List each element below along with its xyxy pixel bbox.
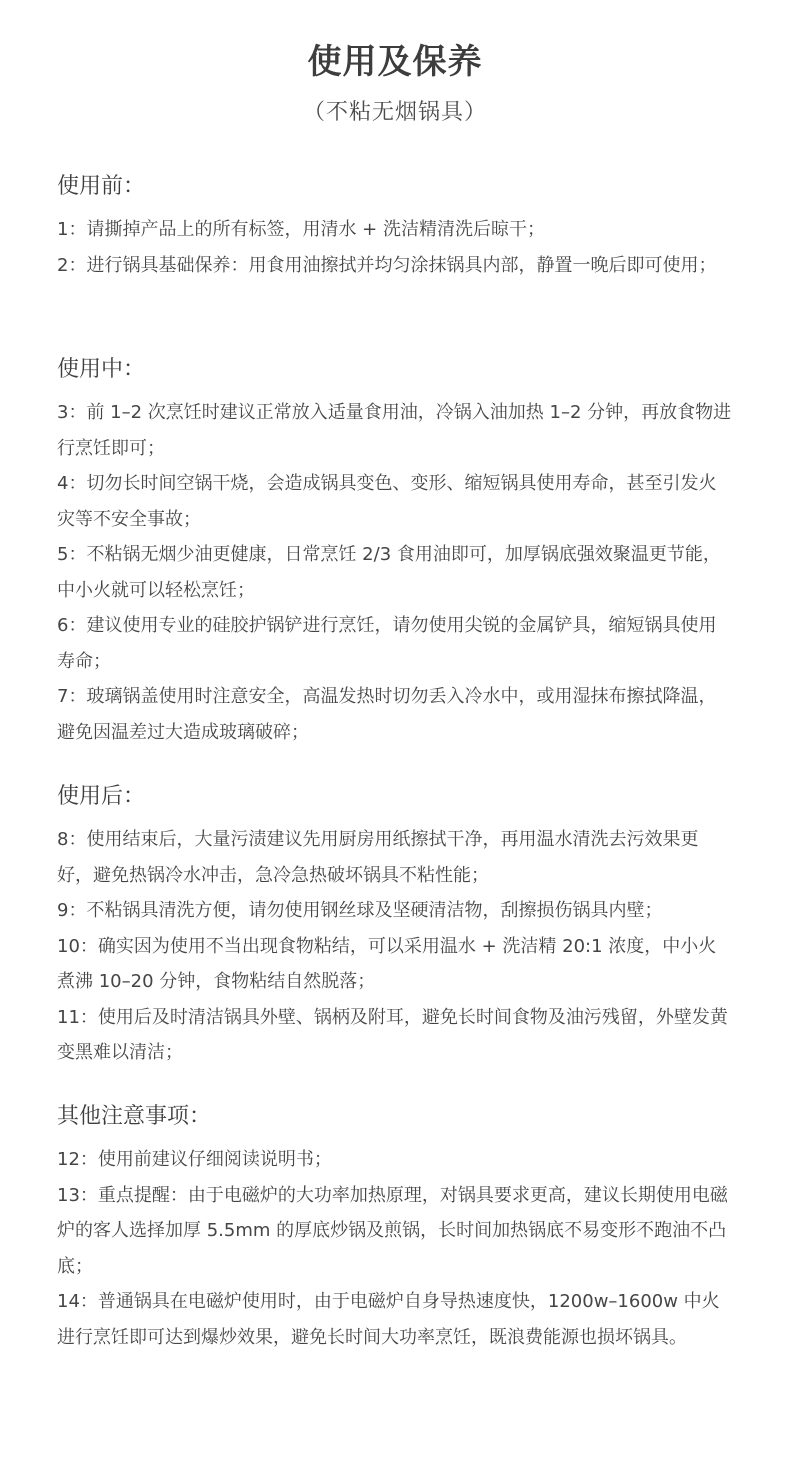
list-item: 13：重点提醒：由于电磁炉的大功率加热原理，对锅具要求更高，建议长期使用电磁炉的客人选择加厚 5.5mm 的厚底炒锅及煎锅，长时间加热锅底不易变形不跑油不凸底； xyxy=(57,1184,728,1277)
section-title: 其他注意事项： xyxy=(57,1104,212,1129)
section-before-use xyxy=(57,172,733,283)
list-item: 2：进行锅具基础保养：用食用油擦拭并均匀涂抹锅具内部，静置一晚后即可使用； xyxy=(57,254,717,276)
section-title: 使用后： xyxy=(57,784,146,809)
list-item: 5：不粘锅无烟少油更健康，日常烹饪 2/3 食用油即可，加厚锅底强效聚温更节能，中小火就可以轻松烹饪； xyxy=(57,544,721,601)
section-title: 使用中： xyxy=(57,357,146,382)
page-subtitle: （不粘无烟锅具） xyxy=(302,100,487,125)
list-item: 11：使用后及时清洁锅具外壁、锅柄及附耳，避免长时间食物及油污残留，外壁发黄变黑难以清洁； xyxy=(57,1006,728,1063)
page-title: 使用及保养 xyxy=(307,42,483,82)
section-during-use xyxy=(57,355,733,750)
list-item: 1：请撕掉产品上的所有标签，用清水 + 洗洁精清洗后晾干； xyxy=(57,219,545,240)
section-other-notes xyxy=(57,1102,733,1355)
list-item: 10：确实因为使用不当出现食物粘结，可以采用温水 + 洗洁精 20:1 浓度，中小火煮沸 10–20 分钟，食物粘结自然脱落； xyxy=(57,935,717,992)
section-title: 使用前： xyxy=(57,174,146,199)
list-item: 4：切勿长时间空锅干烧，会造成锅具变色、变形、缩短锅具使用寿命，甚至引发火灾等不安全事故； xyxy=(57,473,717,530)
list-item: 8：使用结束后，大量污渍建议先用厨房用纸擦拭干净，再用温水清洗去污效果更好，避免热锅冷水冲击，急冷急热破坏锅具不粘性能； xyxy=(57,829,699,886)
section-after-use xyxy=(57,782,733,1071)
list-item: 9：不粘锅具清洗方便，请勿使用钢丝球及坚硬清洁物，刮擦损伤锅具内壁； xyxy=(57,900,663,921)
list-item: 6：建议使用专业的硅胶护锅铲进行烹饪，请勿使用尖锐的金属铲具，缩短锅具使用寿命； xyxy=(57,615,717,672)
list-item: 12：使用前建议仔细阅读说明书； xyxy=(57,1149,332,1170)
list-item: 3：前 1–2 次烹饪时建议正常放入适量食用油，冷锅入油加热 1–2 分钟，再放食物进行烹饪即可； xyxy=(57,402,732,459)
list-item: 14：普通锅具在电磁炉使用时，由于电磁炉自身导热速度快，1200w–1600w 中火进行烹饪即可达到爆炒效果，避免长时间大功率烹饪，既浪费能源也损坏锅具。 xyxy=(57,1291,720,1348)
list-item: 7：玻璃锅盖使用时注意安全，高温发热时切勿丢入冷水中，或用湿抹布擦拭降温，避免因温差过大造成玻璃破碎； xyxy=(57,686,717,743)
